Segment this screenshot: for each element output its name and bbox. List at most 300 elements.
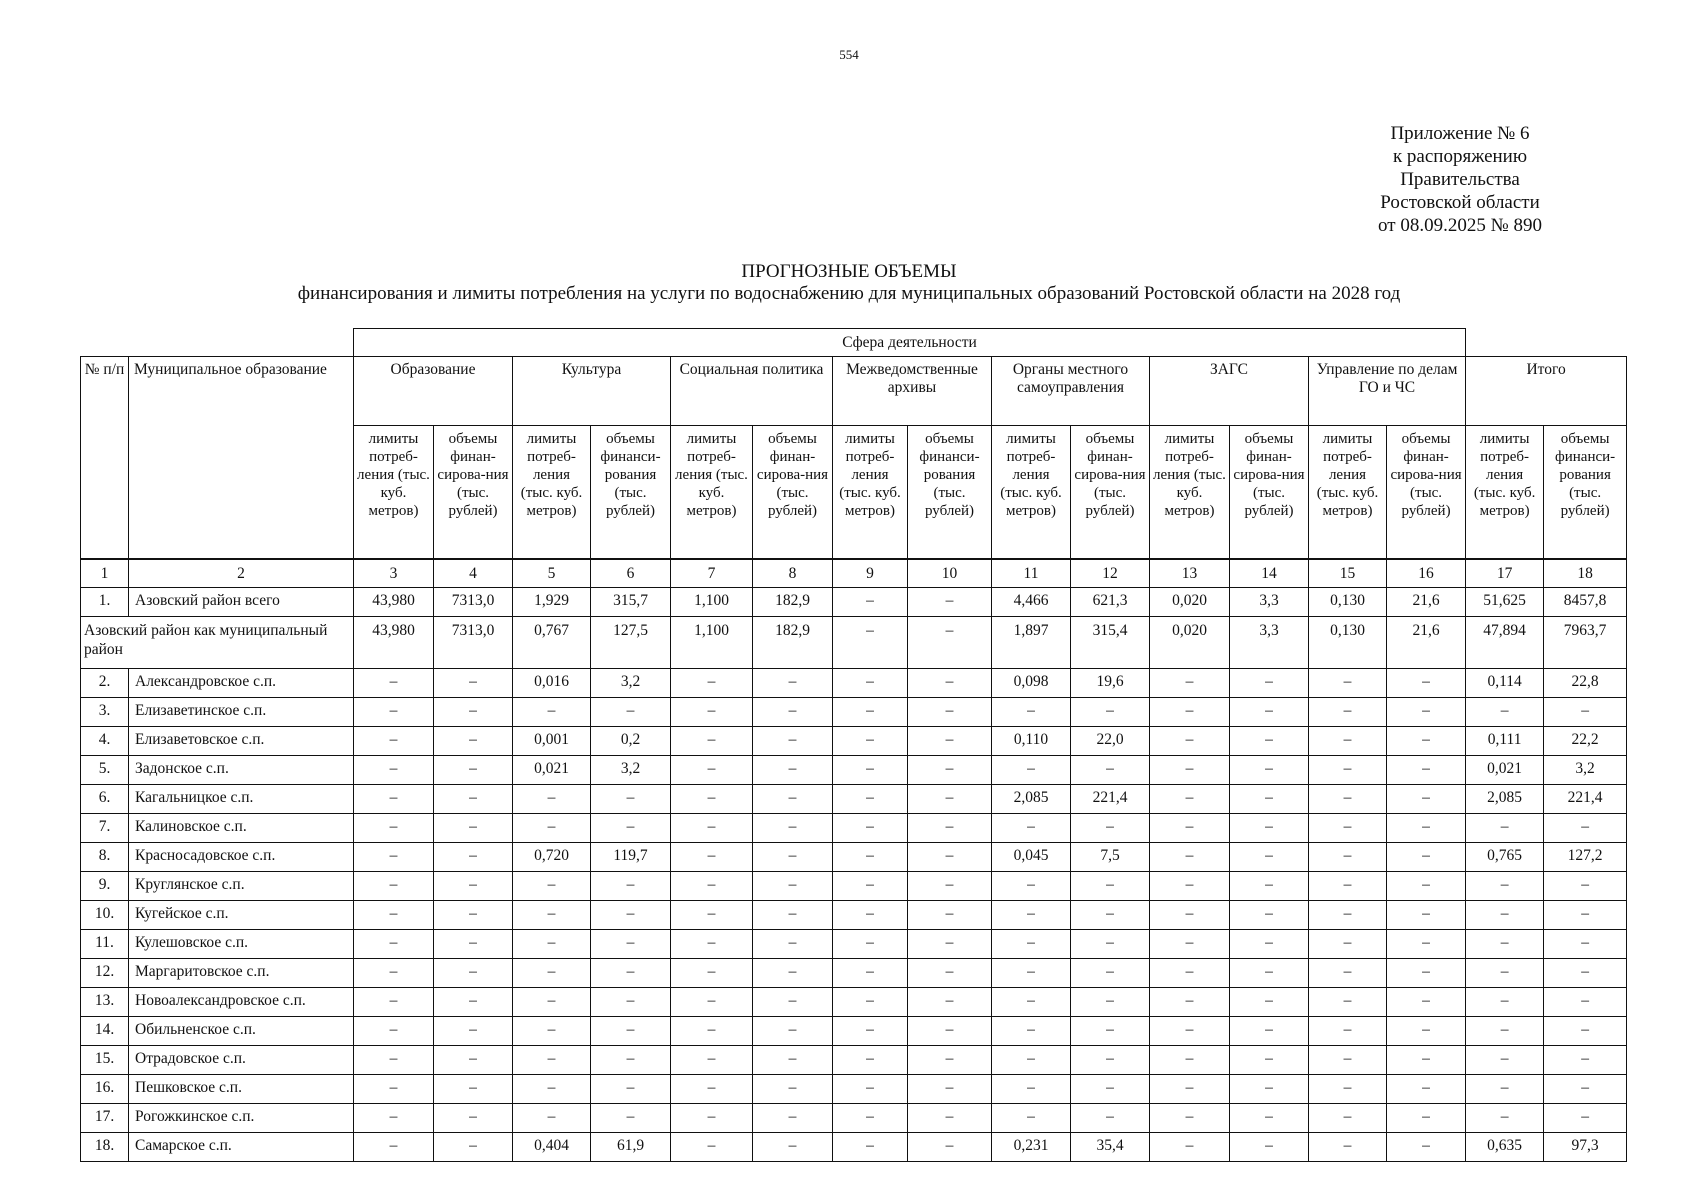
document-subtitle: финансирования и лимиты потребления на услуги по водоснабжению для муниципальных образований Ростовской области на 2028 год <box>297 283 1401 304</box>
appendix-line: Правительства <box>1400 169 1520 190</box>
cell-value: – <box>354 872 434 901</box>
cell-value: 0,635 <box>1466 1133 1544 1162</box>
cell-value: – <box>434 1075 513 1104</box>
header-subcolumn: объемы финанси-рования (тыс. рублей) <box>591 426 671 560</box>
cell-value: – <box>1071 959 1150 988</box>
cell-value: – <box>591 872 671 901</box>
row-number: 9. <box>81 872 129 901</box>
cell-value: – <box>992 1075 1071 1104</box>
cell-value: – <box>833 901 908 930</box>
row-number: 13. <box>81 988 129 1017</box>
cell-value: – <box>1309 785 1387 814</box>
cell-value: 315,4 <box>1071 617 1150 669</box>
header-municipality: Муниципальное образование <box>129 357 354 560</box>
cell-value: – <box>1309 843 1387 872</box>
cell-value: – <box>1150 1046 1230 1075</box>
cell-value: – <box>992 814 1071 843</box>
cell-value: – <box>908 872 992 901</box>
cell-value: – <box>591 959 671 988</box>
cell-value: – <box>1150 1017 1230 1046</box>
column-number: 4 <box>434 559 513 588</box>
cell-value: – <box>1150 756 1230 785</box>
cell-value: – <box>908 930 992 959</box>
cell-value: – <box>1071 988 1150 1017</box>
cell-value: – <box>753 843 833 872</box>
cell-value: – <box>1387 988 1466 1017</box>
appendix-line: от 08.09.2025 № 890 <box>1378 215 1542 236</box>
cell-value: – <box>753 1133 833 1162</box>
cell-value: 0,045 <box>992 843 1071 872</box>
cell-value: – <box>753 1017 833 1046</box>
cell-value: – <box>753 785 833 814</box>
cell-value: – <box>1387 843 1466 872</box>
cell-value: – <box>671 669 753 698</box>
row-name: Самарское с.п. <box>129 1133 354 1162</box>
cell-value: – <box>513 1017 591 1046</box>
cell-value: – <box>1150 727 1230 756</box>
cell-value: 2,085 <box>1466 785 1544 814</box>
cell-value: – <box>833 872 908 901</box>
cell-value: – <box>1544 1017 1627 1046</box>
cell-value: – <box>354 698 434 727</box>
cell-value: – <box>513 901 591 930</box>
cell-value: – <box>1544 930 1627 959</box>
row-name: Калиновское с.п. <box>129 814 354 843</box>
cell-value: – <box>1230 1017 1309 1046</box>
row-number: 18. <box>81 1133 129 1162</box>
cell-value: – <box>908 1133 992 1162</box>
cell-value: – <box>513 785 591 814</box>
cell-value: – <box>992 901 1071 930</box>
cell-value: 0,767 <box>513 617 591 669</box>
cell-value: – <box>671 843 753 872</box>
header-group: Органы местного самоуправления <box>992 357 1150 426</box>
column-number: 12 <box>1071 559 1150 588</box>
table-body <box>81 588 1627 1162</box>
cell-value: – <box>908 1104 992 1133</box>
cell-value: – <box>908 588 992 617</box>
cell-value: 0,404 <box>513 1133 591 1162</box>
cell-value: – <box>1150 872 1230 901</box>
cell-value: 7,5 <box>1071 843 1150 872</box>
cell-value: – <box>833 669 908 698</box>
cell-value: 0,2 <box>591 727 671 756</box>
cell-value: – <box>1466 1017 1544 1046</box>
header-spacer <box>81 329 354 357</box>
cell-value: 0,098 <box>992 669 1071 698</box>
cell-value: 3,2 <box>591 669 671 698</box>
cell-value: – <box>671 959 753 988</box>
cell-value: – <box>753 727 833 756</box>
cell-value: – <box>591 814 671 843</box>
cell-value: – <box>833 959 908 988</box>
table-row <box>81 1104 1627 1133</box>
cell-value: – <box>513 959 591 988</box>
cell-value: – <box>908 959 992 988</box>
cell-value: 1,100 <box>671 588 753 617</box>
cell-value: 315,7 <box>591 588 671 617</box>
cell-value: – <box>992 872 1071 901</box>
cell-value: 1,100 <box>671 617 753 669</box>
cell-value: – <box>1150 1075 1230 1104</box>
row-number: 15. <box>81 1046 129 1075</box>
cell-value: – <box>1071 1075 1150 1104</box>
row-name: Рогожкинское с.п. <box>129 1104 354 1133</box>
cell-value: – <box>1544 1075 1627 1104</box>
cell-value: – <box>1230 669 1309 698</box>
cell-value: 182,9 <box>753 588 833 617</box>
cell-value: – <box>1309 959 1387 988</box>
cell-value: 97,3 <box>1544 1133 1627 1162</box>
cell-value: – <box>1071 901 1150 930</box>
cell-value: – <box>1466 1075 1544 1104</box>
row-name: Азовский район как муниципальный район <box>81 617 354 669</box>
cell-value: – <box>1309 1046 1387 1075</box>
cell-value: – <box>1466 814 1544 843</box>
column-number: 3 <box>354 559 434 588</box>
row-number: 14. <box>81 1017 129 1046</box>
cell-value: – <box>833 698 908 727</box>
cell-value: – <box>1466 872 1544 901</box>
cell-value: – <box>1071 930 1150 959</box>
cell-value: 22,8 <box>1544 669 1627 698</box>
cell-value: 0,720 <box>513 843 591 872</box>
cell-value: 35,4 <box>1071 1133 1150 1162</box>
table-row <box>81 872 1627 901</box>
cell-value: – <box>354 988 434 1017</box>
document-title-block <box>0 261 1698 305</box>
cell-value: – <box>1544 988 1627 1017</box>
cell-value: 3,2 <box>591 756 671 785</box>
cell-value: – <box>1466 930 1544 959</box>
cell-value: – <box>833 756 908 785</box>
header-subcolumn: объемы финан-сирова-ния (тыс. рублей) <box>753 426 833 560</box>
cell-value: – <box>1309 1133 1387 1162</box>
cell-value: 61,9 <box>591 1133 671 1162</box>
cell-value: 0,020 <box>1150 588 1230 617</box>
table-row <box>81 1133 1627 1162</box>
cell-value: – <box>908 901 992 930</box>
table-row <box>81 930 1627 959</box>
cell-value: – <box>908 1017 992 1046</box>
cell-value: 182,9 <box>753 617 833 669</box>
cell-value: – <box>434 872 513 901</box>
table-row <box>81 1017 1627 1046</box>
cell-value: – <box>513 930 591 959</box>
cell-value: – <box>908 988 992 1017</box>
cell-value: – <box>1230 785 1309 814</box>
cell-value: – <box>1309 1075 1387 1104</box>
cell-value: – <box>1309 1104 1387 1133</box>
appendix-line: к распоряжению <box>1392 146 1528 167</box>
cell-value: – <box>354 1075 434 1104</box>
cell-value: – <box>434 930 513 959</box>
cell-value: – <box>1544 814 1627 843</box>
cell-value: – <box>1150 698 1230 727</box>
cell-value: 127,5 <box>591 617 671 669</box>
cell-value: – <box>1230 814 1309 843</box>
cell-value: 8457,8 <box>1544 588 1627 617</box>
cell-value: – <box>1544 1046 1627 1075</box>
cell-value: 127,2 <box>1544 843 1627 872</box>
cell-value: – <box>1230 872 1309 901</box>
cell-value: – <box>833 588 908 617</box>
row-name: Пешковское с.п. <box>129 1075 354 1104</box>
cell-value: – <box>671 988 753 1017</box>
cell-value: – <box>1230 959 1309 988</box>
header-subcolumn: лимиты потреб-ления (тыс. куб. метров) <box>354 426 434 560</box>
cell-value: – <box>513 698 591 727</box>
row-name: Маргаритовское с.п. <box>129 959 354 988</box>
cell-value: – <box>434 1133 513 1162</box>
row-number: 6. <box>81 785 129 814</box>
cell-value: – <box>513 1075 591 1104</box>
cell-value: – <box>591 1046 671 1075</box>
header-no: № п/п <box>81 357 129 560</box>
cell-value: 4,466 <box>992 588 1071 617</box>
cell-value: – <box>354 843 434 872</box>
header-subcolumn: лимиты потреб-ления (тыс. куб. метров) <box>833 426 908 560</box>
data-table <box>80 328 1627 1162</box>
cell-value: – <box>354 669 434 698</box>
cell-value: – <box>1466 988 1544 1017</box>
cell-value: – <box>833 843 908 872</box>
cell-value: 1,897 <box>992 617 1071 669</box>
cell-value: – <box>434 1046 513 1075</box>
cell-value: – <box>753 988 833 1017</box>
table-row <box>81 785 1627 814</box>
cell-value: 19,6 <box>1071 669 1150 698</box>
cell-value: – <box>1309 930 1387 959</box>
cell-value: 21,6 <box>1387 588 1466 617</box>
cell-value: 51,625 <box>1466 588 1544 617</box>
row-number: 5. <box>81 756 129 785</box>
column-number: 1 <box>81 559 129 588</box>
header-spacer <box>1466 329 1627 357</box>
cell-value: – <box>434 756 513 785</box>
cell-value: 7313,0 <box>434 617 513 669</box>
cell-value: – <box>1387 1104 1466 1133</box>
column-number: 5 <box>513 559 591 588</box>
cell-value: – <box>671 1075 753 1104</box>
cell-value: – <box>671 1017 753 1046</box>
header-group: Межведомственные архивы <box>833 357 992 426</box>
cell-value: 0,021 <box>513 756 591 785</box>
cell-value: – <box>753 1046 833 1075</box>
table-row <box>81 727 1627 756</box>
row-number: 3. <box>81 698 129 727</box>
column-number: 11 <box>992 559 1071 588</box>
cell-value: – <box>354 814 434 843</box>
cell-value: – <box>753 1104 833 1133</box>
cell-value: 3,3 <box>1230 588 1309 617</box>
header-subcolumn: лимиты потреб-ления (тыс. куб. метров) <box>513 426 591 560</box>
row-name: Елизаветинское с.п. <box>129 698 354 727</box>
cell-value: – <box>1150 988 1230 1017</box>
row-name: Отрадовское с.п. <box>129 1046 354 1075</box>
cell-value: 0,114 <box>1466 669 1544 698</box>
cell-value: – <box>1150 959 1230 988</box>
cell-value: – <box>1230 756 1309 785</box>
cell-value: – <box>591 698 671 727</box>
cell-value: – <box>833 617 908 669</box>
cell-value: – <box>1387 901 1466 930</box>
cell-value: – <box>833 785 908 814</box>
cell-value: – <box>671 1046 753 1075</box>
cell-value: – <box>908 756 992 785</box>
cell-value: – <box>354 959 434 988</box>
cell-value: – <box>1387 872 1466 901</box>
cell-value: – <box>671 1133 753 1162</box>
header-subcolumn: объемы финан-сирова-ния (тыс. рублей) <box>434 426 513 560</box>
cell-value: – <box>1150 814 1230 843</box>
cell-value: – <box>1150 669 1230 698</box>
cell-value: – <box>833 814 908 843</box>
column-number: 13 <box>1150 559 1230 588</box>
cell-value: – <box>513 988 591 1017</box>
cell-value: – <box>1387 930 1466 959</box>
column-number: 18 <box>1544 559 1627 588</box>
cell-value: 43,980 <box>354 617 434 669</box>
cell-value: – <box>753 959 833 988</box>
cell-value: 0,110 <box>992 727 1071 756</box>
column-number: 14 <box>1230 559 1309 588</box>
cell-value: – <box>591 785 671 814</box>
cell-value: – <box>1387 1075 1466 1104</box>
cell-value: – <box>1071 814 1150 843</box>
row-name: Кугейское с.п. <box>129 901 354 930</box>
cell-value: – <box>513 814 591 843</box>
cell-value: – <box>753 901 833 930</box>
cell-value: – <box>354 1046 434 1075</box>
cell-value: – <box>434 727 513 756</box>
cell-value: – <box>354 1133 434 1162</box>
cell-value: 3,3 <box>1230 617 1309 669</box>
cell-value: – <box>671 698 753 727</box>
cell-value: – <box>833 727 908 756</box>
cell-value: – <box>1071 698 1150 727</box>
column-number: 15 <box>1309 559 1387 588</box>
cell-value: – <box>1230 930 1309 959</box>
cell-value: – <box>1544 901 1627 930</box>
header-subcolumn: лимиты потреб-ления (тыс. куб. метров) <box>1309 426 1387 560</box>
cell-value: – <box>908 698 992 727</box>
cell-value: – <box>1387 785 1466 814</box>
column-number: 6 <box>591 559 671 588</box>
cell-value: – <box>434 843 513 872</box>
cell-value: – <box>753 698 833 727</box>
row-name: Новоалександровское с.п. <box>129 988 354 1017</box>
cell-value: – <box>671 814 753 843</box>
cell-value: – <box>1150 843 1230 872</box>
cell-value: – <box>1309 988 1387 1017</box>
cell-value: 0,130 <box>1309 588 1387 617</box>
row-number: 4. <box>81 727 129 756</box>
cell-value: – <box>1466 901 1544 930</box>
cell-value: – <box>908 617 992 669</box>
cell-value: – <box>1150 930 1230 959</box>
row-name: Елизаветовское с.п. <box>129 727 354 756</box>
column-number: 2 <box>129 559 354 588</box>
cell-value: – <box>908 843 992 872</box>
cell-value: – <box>591 930 671 959</box>
cell-value: – <box>1387 1017 1466 1046</box>
cell-value: – <box>1230 698 1309 727</box>
row-number: 7. <box>81 814 129 843</box>
cell-value: – <box>1309 727 1387 756</box>
cell-value: 0,001 <box>513 727 591 756</box>
cell-value: – <box>591 988 671 1017</box>
cell-value: – <box>434 669 513 698</box>
header-group: Культура <box>513 357 671 426</box>
cell-value: 22,0 <box>1071 727 1150 756</box>
cell-value: – <box>833 988 908 1017</box>
row-number: 11. <box>81 930 129 959</box>
cell-value: – <box>753 756 833 785</box>
column-number: 17 <box>1466 559 1544 588</box>
cell-value: – <box>753 872 833 901</box>
table-row <box>81 843 1627 872</box>
cell-value: – <box>1071 1017 1150 1046</box>
table-row <box>81 756 1627 785</box>
column-number: 10 <box>908 559 992 588</box>
cell-value: – <box>753 814 833 843</box>
cell-value: – <box>671 901 753 930</box>
cell-value: – <box>434 1104 513 1133</box>
header-subcolumn: объемы финанси-рования (тыс. рублей) <box>908 426 992 560</box>
header-subcolumn: лимиты потреб-ления (тыс. куб. метров) <box>1466 426 1544 560</box>
cell-value: – <box>354 930 434 959</box>
appendix-line: Приложение № 6 <box>1390 123 1530 144</box>
cell-value: – <box>1071 756 1150 785</box>
table-header <box>81 329 1627 588</box>
column-number: 9 <box>833 559 908 588</box>
table-row <box>81 814 1627 843</box>
cell-value: – <box>1466 959 1544 988</box>
header-subcolumn: объемы финан-сирова-ния (тыс. рублей) <box>1387 426 1466 560</box>
cell-value: – <box>908 785 992 814</box>
cell-value: – <box>1230 1046 1309 1075</box>
cell-value: – <box>1309 756 1387 785</box>
cell-value: 7963,7 <box>1544 617 1627 669</box>
table-row <box>81 988 1627 1017</box>
cell-value: – <box>1230 1133 1309 1162</box>
cell-value: – <box>434 901 513 930</box>
cell-value: – <box>908 669 992 698</box>
cell-value: – <box>591 1104 671 1133</box>
cell-value: 47,894 <box>1466 617 1544 669</box>
cell-value: – <box>434 988 513 1017</box>
header-group: Итого <box>1466 357 1627 426</box>
cell-value: – <box>671 727 753 756</box>
cell-value: 0,231 <box>992 1133 1071 1162</box>
cell-value: – <box>1544 872 1627 901</box>
cell-value: – <box>1387 756 1466 785</box>
cell-value: 221,4 <box>1544 785 1627 814</box>
row-name: Обильненское с.п. <box>129 1017 354 1046</box>
cell-value: – <box>1150 1133 1230 1162</box>
cell-value: – <box>1230 1104 1309 1133</box>
cell-value: – <box>434 785 513 814</box>
cell-value: – <box>992 988 1071 1017</box>
cell-value: – <box>908 1046 992 1075</box>
table-row <box>81 901 1627 930</box>
cell-value: – <box>992 959 1071 988</box>
cell-value: – <box>1544 698 1627 727</box>
cell-value: – <box>1387 669 1466 698</box>
cell-value: – <box>1150 785 1230 814</box>
cell-value: – <box>1309 814 1387 843</box>
